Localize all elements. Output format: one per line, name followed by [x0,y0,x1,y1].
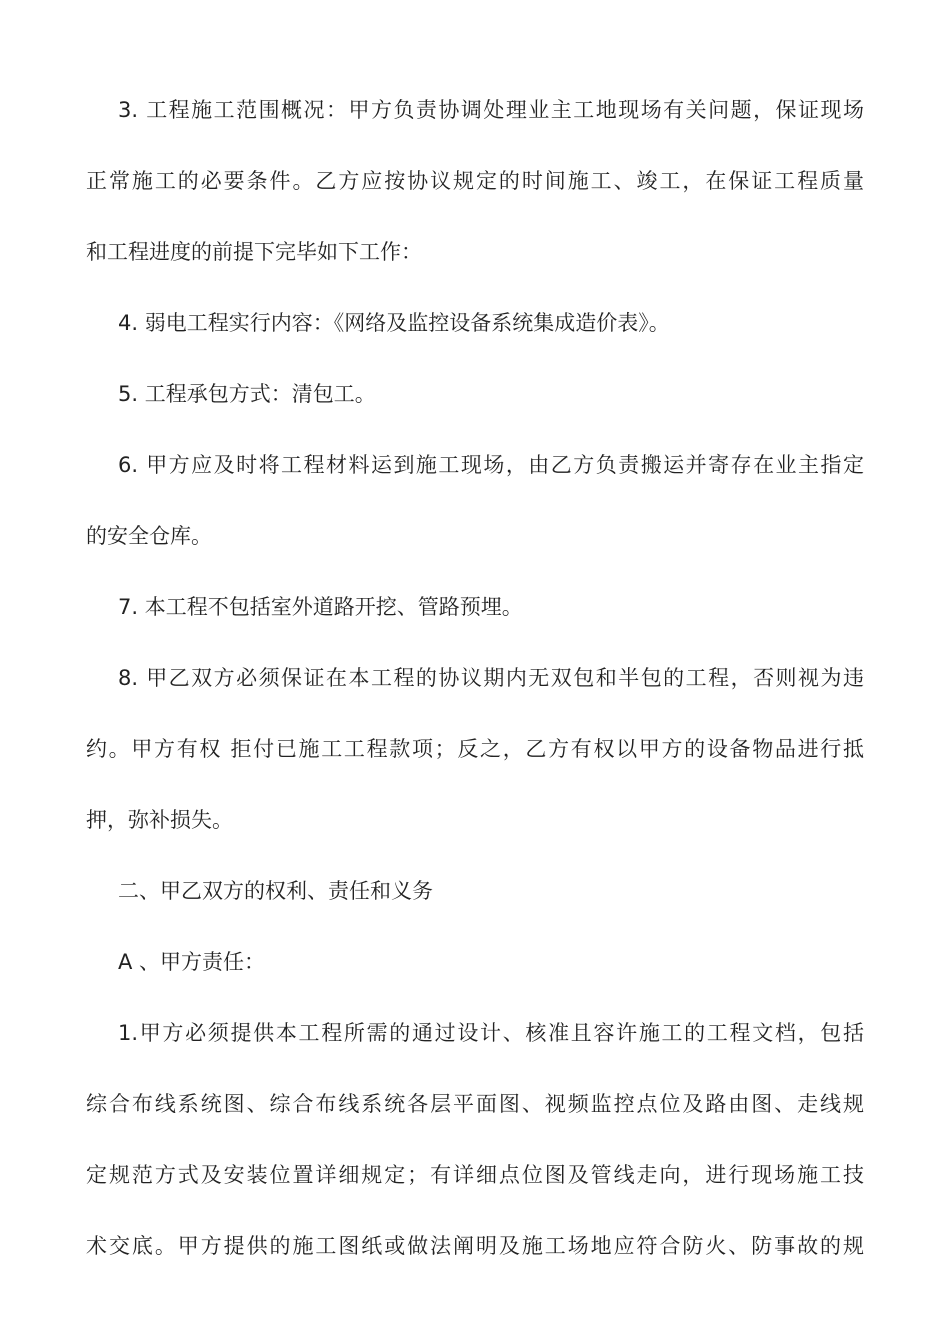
text-line-item-6-end: 的安全仓库。 [86,524,212,548]
text-line-a1-cont-3: 术交底。甲方提供的施工图纸或做法阐明及施工场地应符合防火、防事故的规 [86,1234,864,1258]
text-line-item-5: 5. 工程承包方式：清包工。 [118,382,376,406]
text-line-item-7: 7. 本工程不包括室外道路开挖、管路预埋。 [118,595,523,619]
text-line-item-8-end: 押，弥补损失。 [86,808,233,832]
text-line-item-3-start: 3. 工程施工范围概况：甲方负责协调处理业主工地现场有关问题，保证现场 [118,98,864,122]
text-line-a1-cont-1: 综合布线系统图、综合布线系统各层平面图、视频监控点位及路由图、走线规 [86,1092,864,1116]
section-heading: 二、甲乙双方的权利、责任和义务 [118,879,433,903]
text-line-item-4: 4. 弱电工程实行内容：《网络及监控设备系统集成造价表》。 [118,311,670,335]
text-line-a1-start: 1.甲方必须提供本工程所需的通过设计、核准且容许施工的工程文档，包括 [118,1021,864,1045]
subsection-heading: A 、甲方责任： [118,950,266,974]
text-line-item-3-cont: 正常施工的必要条件。乙方应按协议规定的时间施工、竣工，在保证工程质量 [86,169,864,193]
text-line-item-8-cont: 约。甲方有权 拒付已施工工程款项；反之，乙方有权以甲方的设备物品进行抵 [86,737,864,761]
text-line-a1-cont-2: 定规范方式及安装位置详细规定；有详细点位图及管线走向，进行现场施工技 [86,1163,864,1187]
text-line-item-3-end: 和工程进度的前提下完毕如下工作： [86,240,422,264]
text-line-item-8-start: 8. 甲乙双方必须保证在本工程的协议期内无双包和半包的工程，否则视为违 [118,666,864,690]
text-line-item-6-start: 6. 甲方应及时将工程材料运到施工现场，由乙方负责搬运并寄存在业主指定 [118,453,864,477]
